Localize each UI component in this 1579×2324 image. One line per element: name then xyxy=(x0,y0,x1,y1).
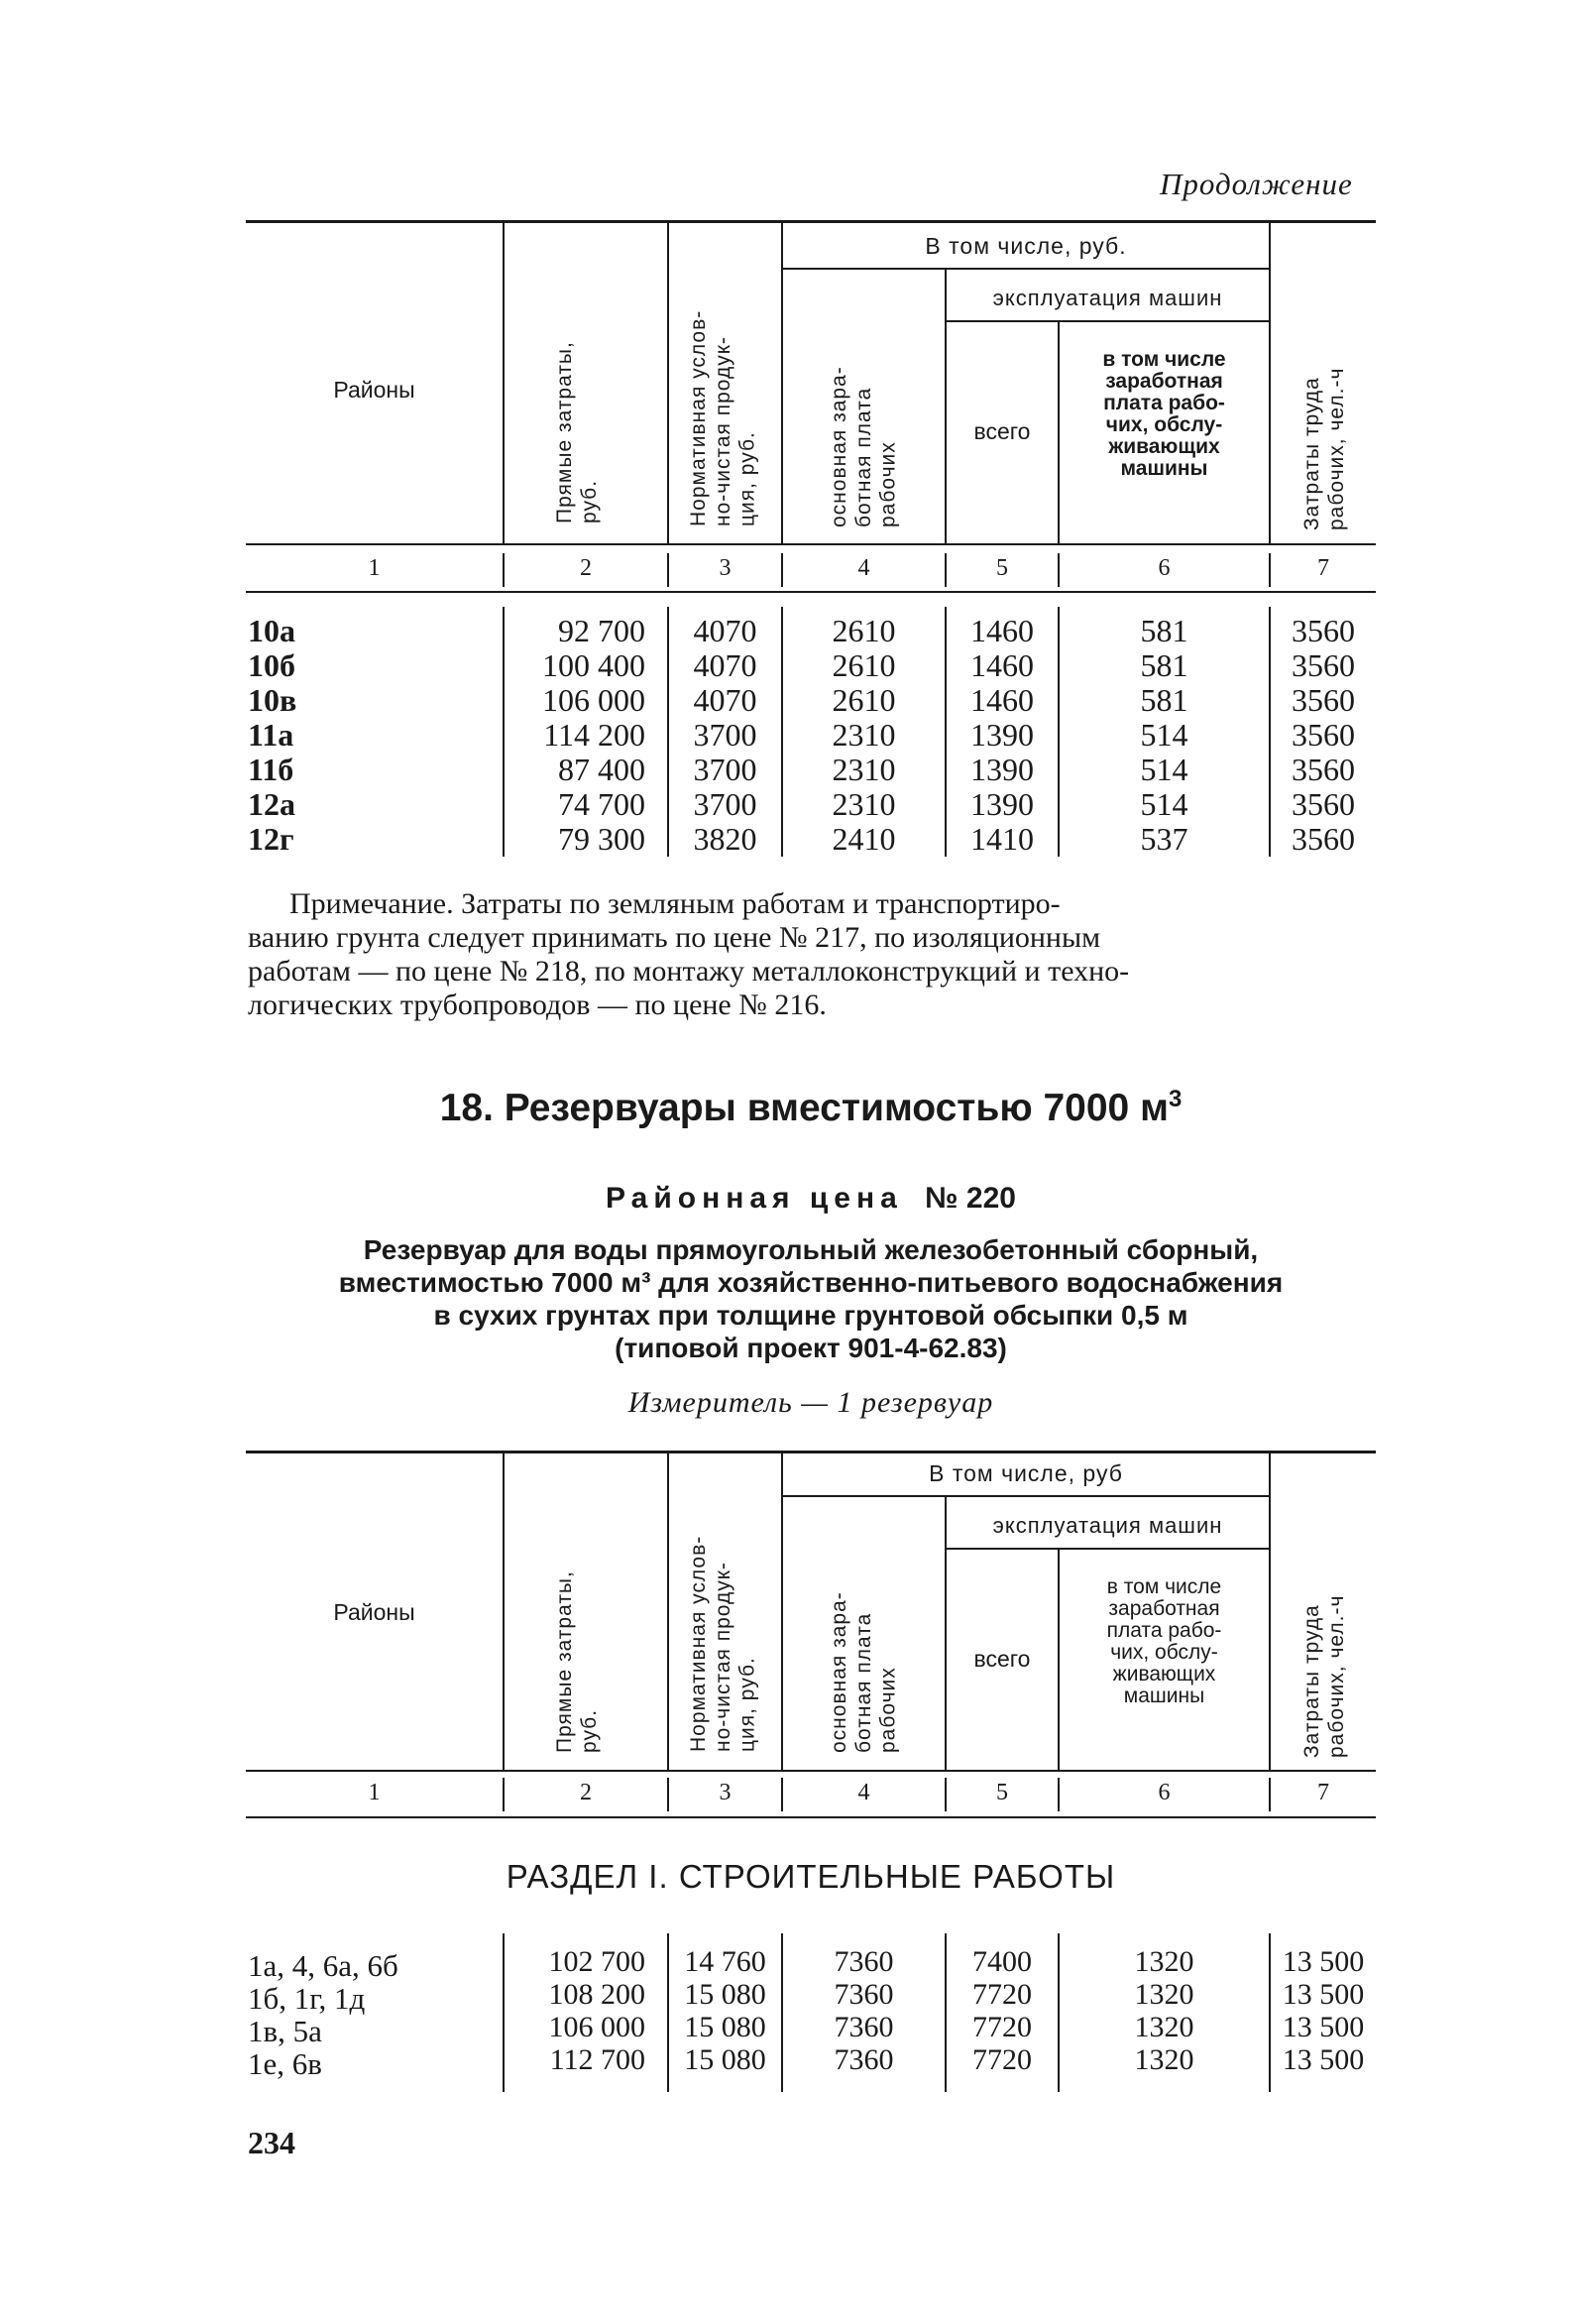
header-in-total: В том числе, руб xyxy=(929,1460,1123,1486)
cell-machine-wages: 514 xyxy=(1140,786,1188,822)
header-machines-total: всего xyxy=(973,1646,1031,1672)
cell-machine-wages: 514 xyxy=(1140,717,1188,753)
header-in-total: В том числе, руб. xyxy=(925,233,1127,259)
cell-base-wages: 7360 xyxy=(834,2011,894,2043)
cell-labor: 3560 xyxy=(1292,717,1355,753)
cell-net-production: 15 080 xyxy=(684,2043,766,2076)
cell-machines-total: 1410 xyxy=(970,821,1034,857)
colnum-2: 2 xyxy=(580,555,592,581)
cell-machines-total: 1390 xyxy=(970,717,1034,753)
header-labor: Затраты труда рабочих, чел.-ч xyxy=(1300,1594,1348,1758)
cell-labor: 3560 xyxy=(1292,786,1355,822)
cell-machine-wages: 1320 xyxy=(1134,1945,1194,1978)
note xyxy=(248,887,1378,1022)
cell-direct-costs: 100 400 xyxy=(542,647,645,683)
cell-base-wages: 2310 xyxy=(832,786,896,822)
district-label: 10б xyxy=(248,647,295,683)
meter: Измеритель — 1 резервуар xyxy=(627,1386,994,1419)
colnum-6: 6 xyxy=(1158,555,1171,581)
header-rayony: Районы xyxy=(333,1599,415,1625)
header-rayony: Районы xyxy=(333,377,415,403)
cell-direct-costs: 74 700 xyxy=(558,786,645,822)
header-labor: Затраты труда рабочих, чел.-ч xyxy=(1300,367,1348,530)
header-machines: эксплуатация машин xyxy=(992,286,1223,310)
district-label: 11а xyxy=(248,717,294,753)
cell-base-wages: 2310 xyxy=(832,752,896,787)
cell-labor: 13 500 xyxy=(1282,2011,1365,2043)
cell-machines-total: 1460 xyxy=(970,647,1034,683)
cell-labor: 3560 xyxy=(1292,613,1355,648)
cell-direct-costs: 112 700 xyxy=(549,2043,645,2076)
district-label: 1в, 5а xyxy=(248,2014,322,2048)
note-line: логических трубопроводов — по цене № 216. xyxy=(248,988,827,1021)
cell-labor: 3560 xyxy=(1292,752,1355,787)
note-line: работам — по цене № 218, по монтажу металлоконструкций и техно- xyxy=(248,955,1130,988)
cell-direct-costs: 108 200 xyxy=(548,1978,645,2011)
header-machine-wages: в том числе заработная плата рабо- чих, обслу- живающих машины xyxy=(1106,1575,1222,1707)
description-line: (типовой проект 901-4-62.83) xyxy=(615,1333,1007,1363)
colnum-3: 3 xyxy=(719,1780,732,1805)
cell-net-production: 15 080 xyxy=(684,1978,766,2011)
cell-base-wages: 7360 xyxy=(834,1978,894,2011)
header-machines: эксплуатация машин xyxy=(992,1513,1223,1538)
header-machine-wages: в том числе заработная плата рабо- чих, обслу- живающих машины xyxy=(1102,348,1226,480)
cell-labor: 3560 xyxy=(1292,647,1355,683)
cell-direct-costs: 87 400 xyxy=(558,752,645,787)
district-label: 11б xyxy=(248,752,294,787)
cell-base-wages: 7360 xyxy=(834,2043,894,2076)
cell-base-wages: 2410 xyxy=(832,821,896,857)
continuation-label: Продолжение xyxy=(1160,167,1353,201)
cell-net-production: 3700 xyxy=(693,752,757,787)
cell-machine-wages: 1320 xyxy=(1134,2011,1194,2043)
cell-machine-wages: 581 xyxy=(1140,647,1188,683)
colnum-1: 1 xyxy=(368,555,381,581)
note-line: Примечание. Затраты по земляным работам и транспортиро- xyxy=(289,887,1061,920)
cell-labor: 3560 xyxy=(1292,682,1355,718)
colnum-1: 1 xyxy=(368,1780,381,1805)
cell-machine-wages: 1320 xyxy=(1134,2043,1194,2076)
section-heading xyxy=(246,1086,1376,1130)
description-line: в сухих грунтах при толщине грунтовой обсыпки 0,5 м xyxy=(433,1300,1188,1331)
cell-net-production: 3820 xyxy=(693,821,757,857)
note-line: ванию грунта следует принимать по цене № 217, по изоляционным xyxy=(248,921,1101,954)
cell-base-wages: 2310 xyxy=(832,717,896,753)
cell-labor: 13 500 xyxy=(1282,1978,1365,2011)
cell-direct-costs: 106 000 xyxy=(542,682,645,718)
cell-machines-total: 1390 xyxy=(970,786,1034,822)
colnum-6: 6 xyxy=(1158,1780,1171,1805)
cell-direct-costs: 106 000 xyxy=(548,2011,645,2043)
cell-base-wages: 7360 xyxy=(834,1945,894,1978)
header-direct-costs: Прямые затраты, руб. xyxy=(553,341,601,523)
header-machines-total: всего xyxy=(973,418,1031,444)
section-heading-sup: 3 xyxy=(1168,1086,1183,1112)
cell-machine-wages: 581 xyxy=(1140,682,1188,718)
colnum-4: 4 xyxy=(857,555,870,581)
district-label: 1е, 6в xyxy=(248,2046,322,2081)
header-base-wages: основная зара- ботная плата рабочих xyxy=(828,366,900,527)
colnum-4: 4 xyxy=(857,1780,870,1805)
cell-machines-total: 7400 xyxy=(972,1945,1032,1978)
cell-machine-wages: 514 xyxy=(1140,752,1188,787)
cell-labor: 3560 xyxy=(1292,821,1355,857)
colnum-3: 3 xyxy=(719,555,732,581)
cell-net-production: 3700 xyxy=(693,717,757,753)
cell-machines-total: 7720 xyxy=(972,2011,1032,2043)
page-number: 234 xyxy=(248,2125,295,2160)
cell-net-production: 14 760 xyxy=(684,1945,766,1978)
cell-net-production: 4070 xyxy=(693,647,757,683)
district-label: 10в xyxy=(248,682,297,718)
cell-machines-total: 1460 xyxy=(970,682,1034,718)
colnum-5: 5 xyxy=(996,555,1008,581)
district-label: 12г xyxy=(248,821,294,857)
cell-base-wages: 2610 xyxy=(832,613,896,648)
section-heading-text: 18. Резервуары вместимостью 7000 м xyxy=(439,1087,1169,1129)
cell-machines-total: 7720 xyxy=(972,1978,1032,2011)
cell-labor: 13 500 xyxy=(1282,1945,1365,1978)
district-label: 10а xyxy=(248,613,295,648)
header-net-production: Нормативная услов- но-чистая продук- ция, руб. xyxy=(687,309,759,526)
cell-net-production: 4070 xyxy=(693,613,757,648)
colnum-5: 5 xyxy=(996,1780,1008,1805)
description-line: Резервуар для воды прямоугольный железобетонный сборный, xyxy=(363,1234,1259,1265)
price-heading xyxy=(246,1182,1376,1216)
cell-base-wages: 2610 xyxy=(832,682,896,718)
cell-net-production: 15 080 xyxy=(684,2011,766,2043)
header-net-production: Нормативная услов- но-чистая продук- ция, руб. xyxy=(687,1535,759,1752)
colnum-7: 7 xyxy=(1317,1780,1329,1805)
cell-net-production: 3700 xyxy=(693,786,757,822)
cell-machine-wages: 1320 xyxy=(1134,1978,1194,2011)
description-line: вместимостью 7000 м³ для хозяйственно-питьевого водоснабжения xyxy=(338,1267,1284,1298)
district-label: 1а, 4, 6а, 6б xyxy=(248,1948,398,1983)
cell-machines-total: 1390 xyxy=(970,752,1034,787)
cell-net-production: 4070 xyxy=(693,682,757,718)
district-label: 12а xyxy=(248,786,295,822)
cell-machines-total: 1460 xyxy=(970,613,1034,648)
cell-base-wages: 2610 xyxy=(832,647,896,683)
district-label: 1б, 1г, 1д xyxy=(248,1981,366,2016)
price-label: Районная цена xyxy=(606,1182,903,1215)
colnum-7: 7 xyxy=(1317,555,1329,581)
header-direct-costs: Прямые затраты, руб. xyxy=(553,1570,601,1753)
cell-machines-total: 7720 xyxy=(972,2043,1032,2076)
price-number: № 220 xyxy=(925,1182,1016,1215)
cell-direct-costs: 102 700 xyxy=(548,1945,645,1978)
cell-direct-costs: 79 300 xyxy=(558,821,645,857)
section-title: РАЗДЕЛ I. СТРОИТЕЛЬНЫЕ РАБОТЫ xyxy=(506,1858,1116,1895)
header-base-wages: основная зара- ботная плата рабочих xyxy=(828,1591,900,1753)
cell-machine-wages: 581 xyxy=(1140,613,1188,648)
cell-labor: 13 500 xyxy=(1282,2043,1365,2076)
cell-direct-costs: 92 700 xyxy=(558,613,645,648)
description xyxy=(246,1233,1376,1364)
cell-direct-costs: 114 200 xyxy=(543,717,645,753)
cell-machine-wages: 537 xyxy=(1140,821,1188,857)
colnum-2: 2 xyxy=(580,1780,592,1805)
